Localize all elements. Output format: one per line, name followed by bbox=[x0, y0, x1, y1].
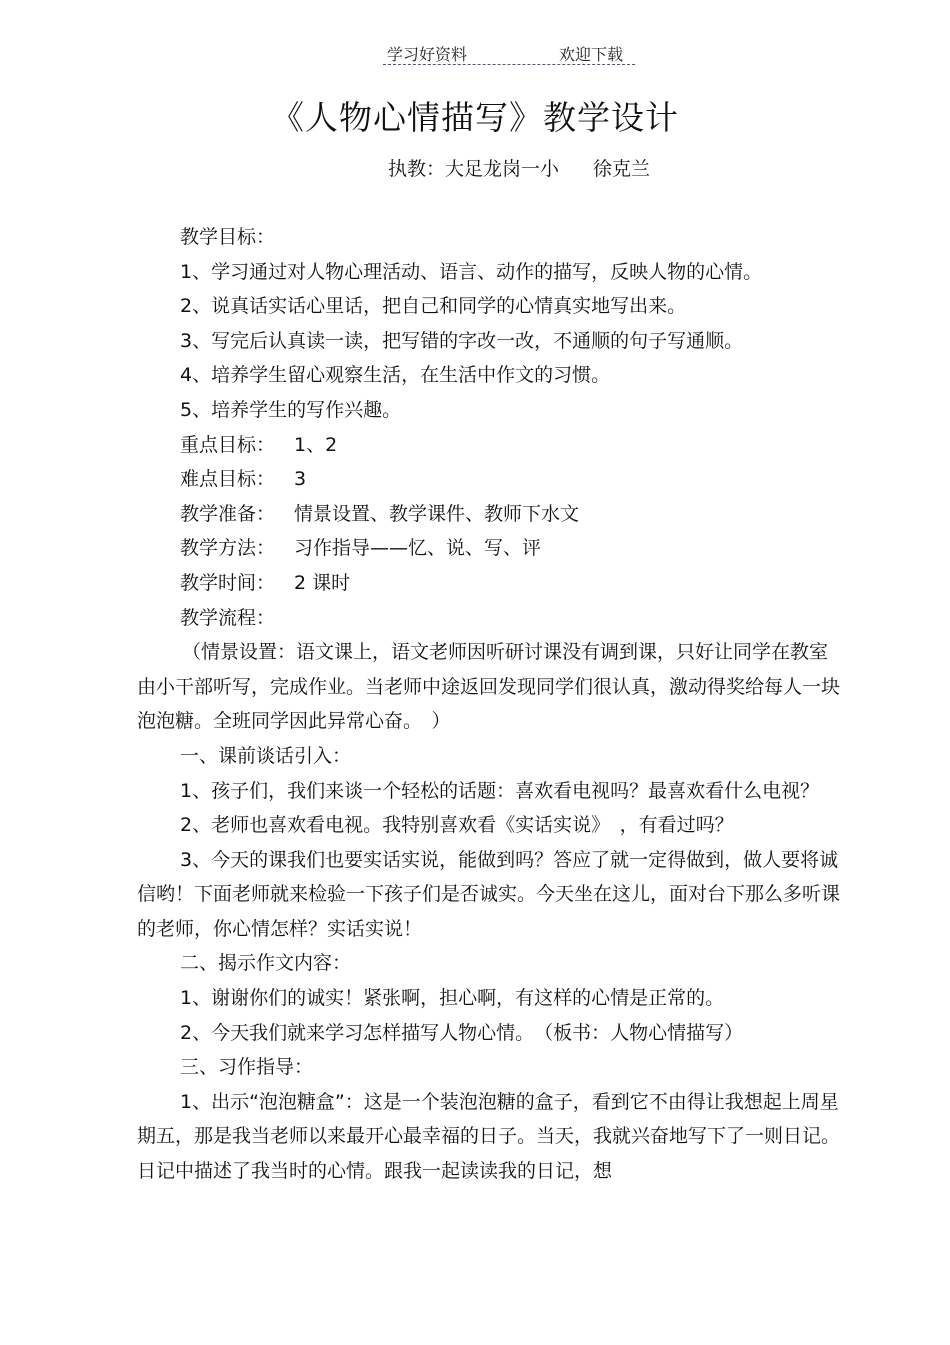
preparation-value: 情景设置、教学课件、教师下水文 bbox=[294, 502, 580, 525]
goals-heading: 教学目标： bbox=[180, 226, 276, 248]
page-header bbox=[383, 40, 635, 65]
preparation-label: 教学准备： bbox=[180, 502, 276, 525]
time-label: 教学时间： bbox=[180, 571, 276, 594]
document-title: 《人物心情描写》教学设计 bbox=[271, 98, 679, 137]
section-3-heading: 三、习作指导： bbox=[180, 1056, 314, 1079]
section-1-paragraph: 1、孩子们，我们来谈一个轻松的话题：喜欢看电视吗？最喜欢看什么电视？ bbox=[180, 779, 820, 802]
method-row bbox=[137, 531, 843, 566]
section-2-paragraph: 1、谢谢你们的诚实！紧张啊，担心啊，有这样的心情是正常的。 bbox=[180, 987, 725, 1010]
section-3-paragraph: 1、出示“泡泡糖盒”：这是一个装泡泡糖的盒子，看到它不由得让我想起上周星期五，那是我当老师以来最开心最幸福的日子。当天，我就兴奋地写下了一则日记。日记中描述了我当时的心情。跟我一起读读我的日记，想 bbox=[137, 1090, 841, 1183]
time-row bbox=[137, 566, 843, 601]
section-2-heading: 二、揭示作文内容： bbox=[180, 952, 352, 975]
goal-item: 1、学习通过对人物心理活动、语言、动作的描写，反映人物的心情。 bbox=[180, 260, 763, 283]
preparation-row bbox=[137, 497, 843, 532]
key-goal-value: 1、2 bbox=[294, 433, 338, 456]
method-value: 习作指导——忆、说、写、评 bbox=[294, 537, 542, 560]
time-value: 2 课时 bbox=[294, 571, 351, 594]
goal-item: 5、培养学生的写作兴趣。 bbox=[180, 398, 402, 421]
author-label: 执教：大足龙岗一小 bbox=[388, 158, 560, 180]
scenario-paragraph: （情景设置：语文课上，语文老师因听研讨课没有调到课，只好让同学在教室由小干部听写，完成作业。当老师中途返回发现同学们很认真，激动得奖给每人一块泡泡糖。全班同学因此异常心奋。 ） bbox=[137, 641, 841, 733]
difficulty-goal-row bbox=[137, 462, 843, 497]
key-goal-label: 重点目标： bbox=[180, 433, 276, 456]
flow-heading: 教学流程： bbox=[180, 606, 276, 629]
section-2-paragraph: 2、今天我们就来学习怎样描写人物心情。 （板书：人物心情描写） bbox=[180, 1021, 744, 1044]
difficulty-goal-value: 3 bbox=[294, 468, 307, 491]
section-1-paragraph: 3、今天的课我们也要实话实说，能做到吗？答应了就一定得做到，做人要将诚信哟！下面老师就来检验一下孩子们是否诚实。今天坐在这儿，面对台下那么多听课的老师，你心情怎样？实话实说！ bbox=[137, 848, 841, 940]
author-line bbox=[388, 154, 650, 181]
section-1-paragraph: 2、老师也喜欢看电视。我特别喜欢看《实话实说》 ，有看过吗？ bbox=[180, 814, 734, 837]
header-left-text: 学习好资料 bbox=[387, 45, 468, 64]
difficulty-goal-label: 难点目标： bbox=[180, 468, 276, 491]
goal-item: 2、说真话实话心里话，把自己和同学的心情真实地写出来。 bbox=[180, 295, 687, 318]
header-right-text: 欢迎下载 bbox=[559, 45, 624, 64]
goal-item: 4、培养学生留心观察生活，在生活中作文的习惯。 bbox=[180, 364, 611, 387]
document-body bbox=[137, 220, 843, 1189]
goal-item: 3、写完后认真读一读，把写错的字改一改，不通顺的句子写通顺。 bbox=[180, 329, 744, 352]
key-goal-row bbox=[137, 428, 843, 463]
method-label: 教学方法： bbox=[180, 537, 276, 560]
author-name: 徐克兰 bbox=[593, 158, 651, 180]
section-1-heading: 一、课前谈话引入： bbox=[180, 744, 352, 767]
